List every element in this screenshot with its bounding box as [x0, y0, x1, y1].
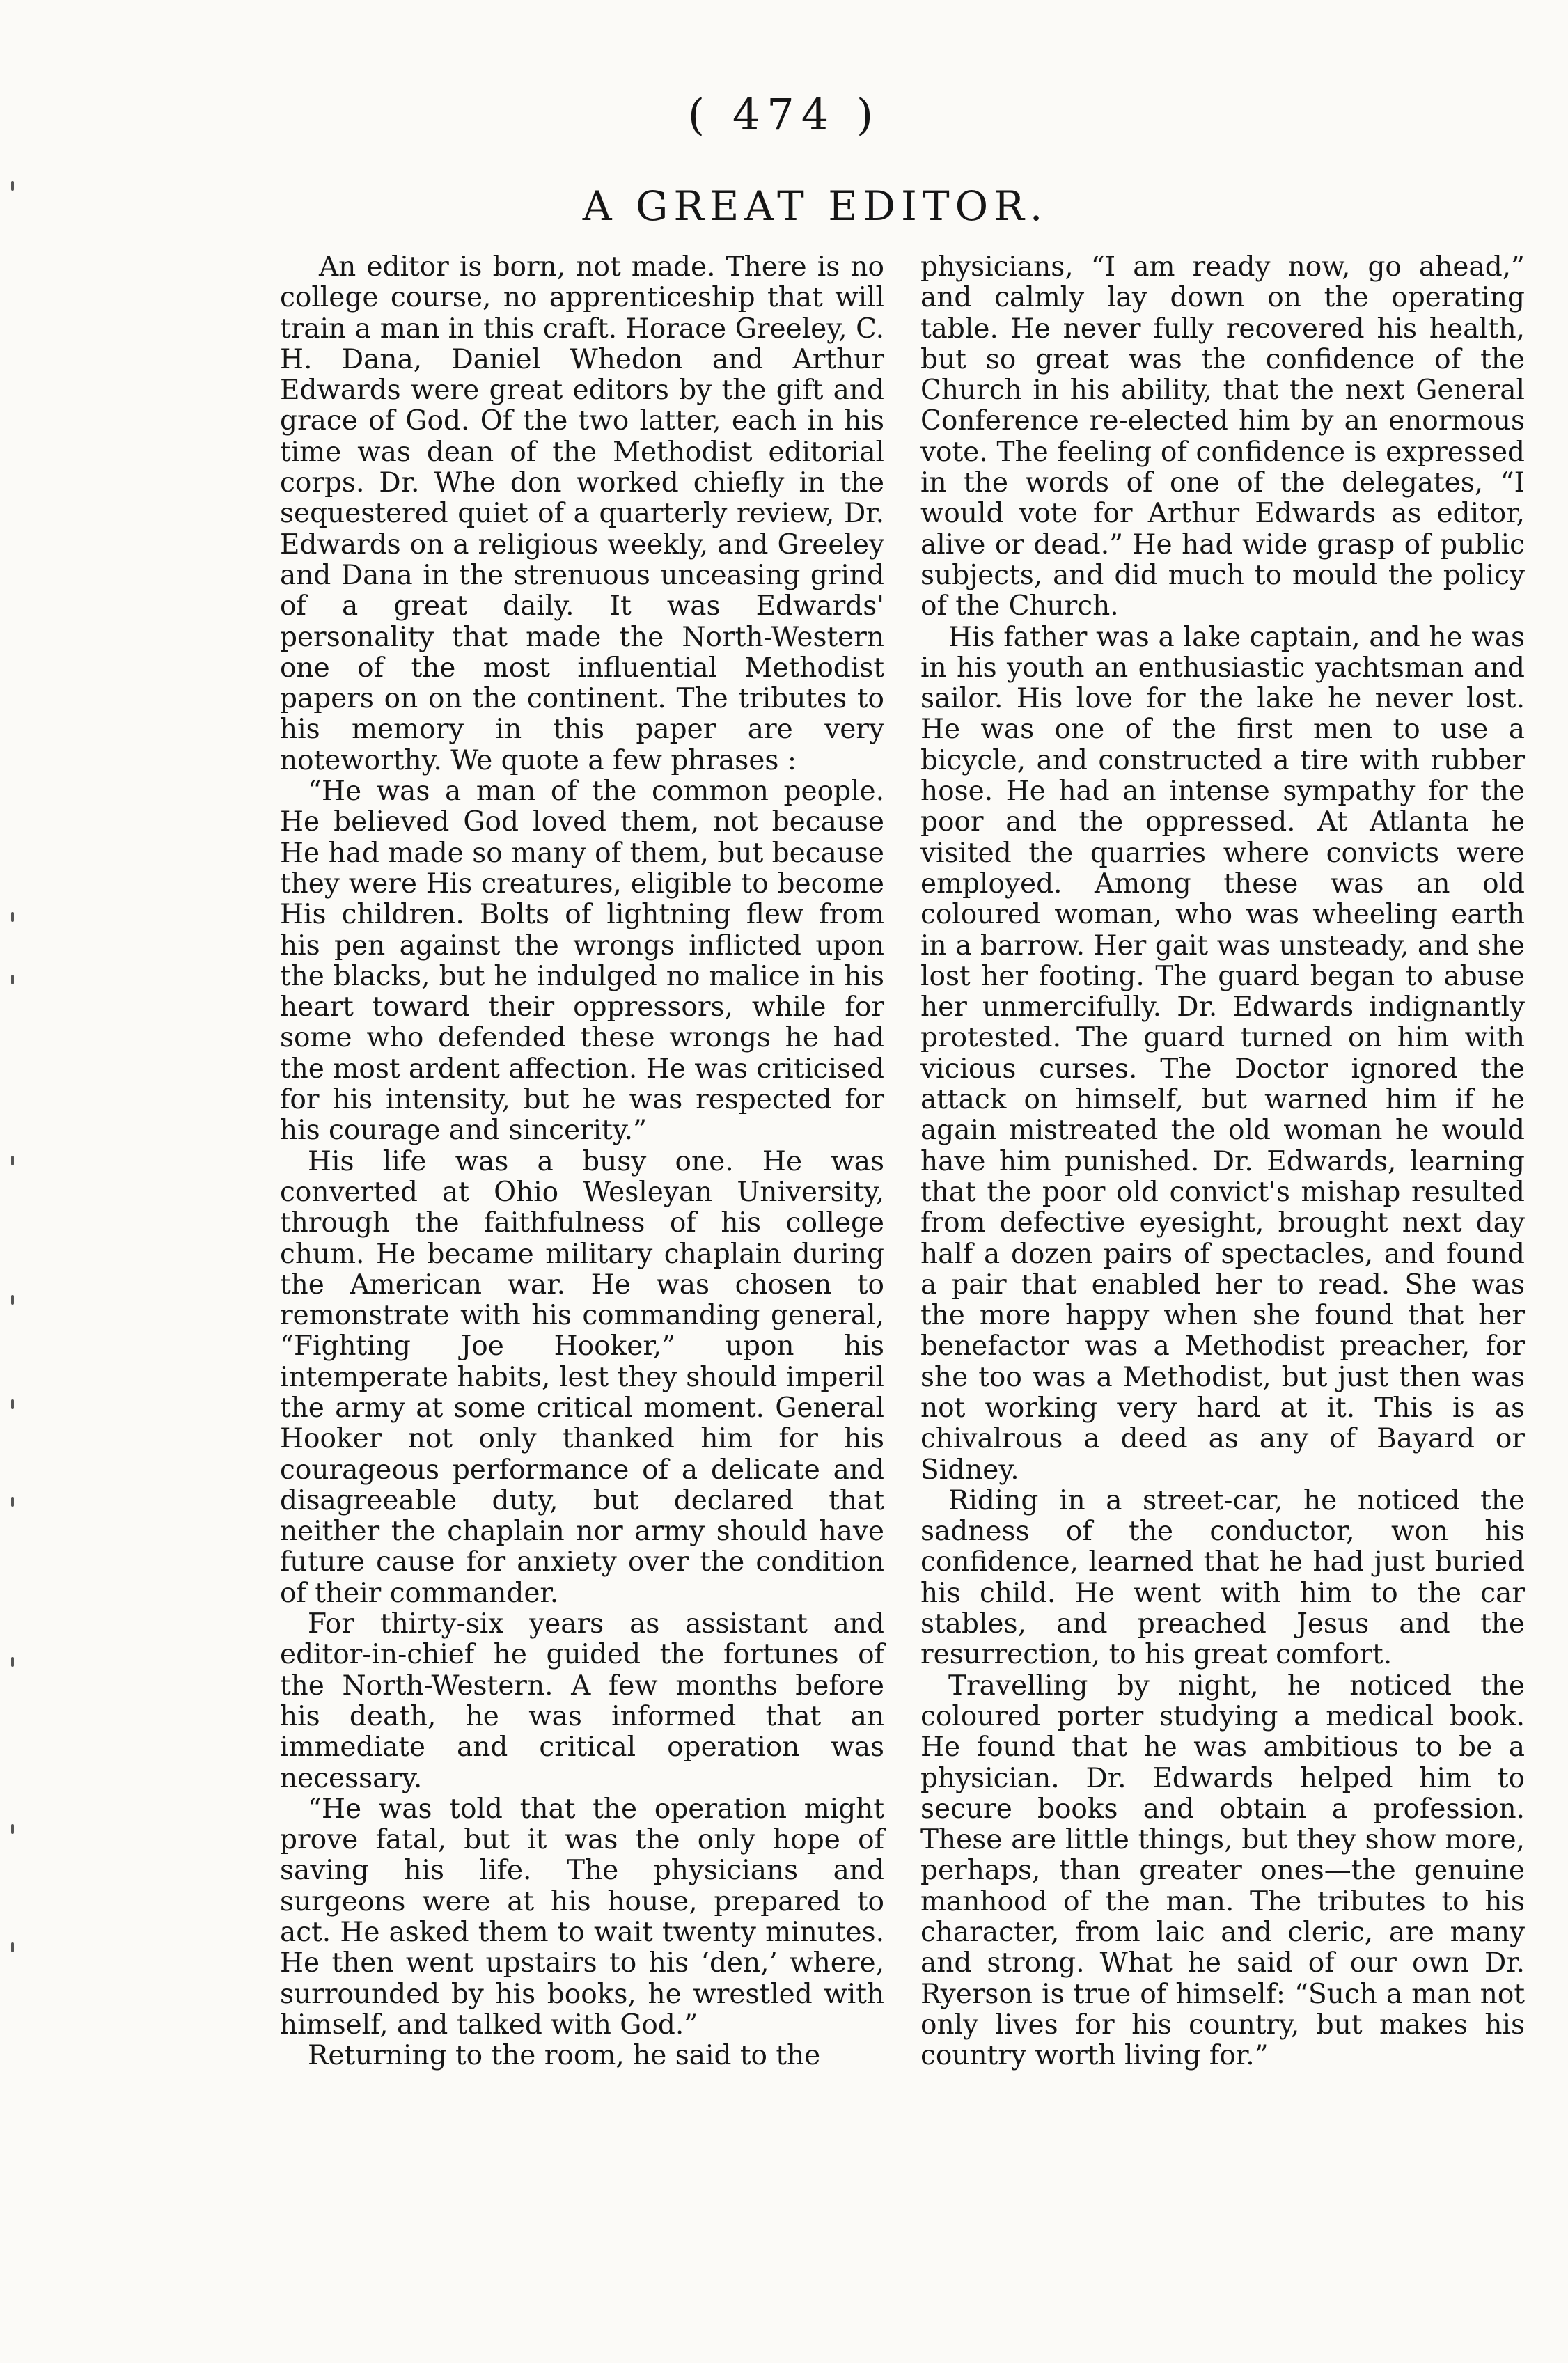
paragraph: Riding in a street-car, he noticed the sadness of the conductor, won his confidence, learned that he had just buried his child. He went with him to the car stables, and preached Jesus and the resurrection, to his great comfort.: [920, 1484, 1525, 1671]
paragraph: Travelling by night, he noticed the coloured porter studying a medical book. He found that he was ambitious to be a physician. Dr. Edwards helped him to secure books and obtain a profession. These are little things, but they show more, perhaps, than greater ones—the genuine manhood of the man. The tributes to his character, from laic and cleric, are many and strong. What he said of our own Dr. Ryerson is true of himself: “Such a man not only lives for his country, but makes his country worth living for.”: [920, 1670, 1525, 2072]
paragraph: physicians, “I am ready now, go ahead,” and calmly lay down on the operating table. He never fully recovered his health, but so great was the confidence of the Church in his ability, that the next General Conference re-elected him by an enormous vote. The feeling of confidence is expressed in the words of one of the delegates, “I would vote for Arthur Edwards as editor, alive or dead.” He had wide grasp of public subjects, and did much to mould the policy of the Church.: [920, 251, 1525, 622]
paragraph: His life was a busy one. He was converted at Ohio Wesleyan University, through the faithfulness of his college chum. He became military chaplain during the American war. He was chosen to remonstrate with his commanding general, “Fighting Joe Hooker,” upon his intemperate habits, lest they should imperil the army at some critical moment. General Hooker not only thanked him for his courageous performance of a delicate and disagreeable duty, but declared that neither the chaplain nor army should have future cause for anxiety over the condition of their commander.: [280, 1145, 884, 1609]
margin-marks: [4, 0, 25, 2363]
left-column: [280, 252, 884, 2072]
paragraph: “He was told that the operation might prove fatal, but it was the only hope of saving his life. The physicians and surgeons were at his house, prepared to act. He asked them to wait twenty minutes. He then went upstairs to his ‘den,’ where, surrounded by his books, he wrestled with himself, and talked with God.”: [280, 1793, 884, 2041]
paragraph: Returning to the room, he said to the: [308, 2040, 821, 2072]
article-title: A GREAT EDITOR.: [582, 182, 1049, 230]
page-number: ( 474 ): [687, 89, 881, 140]
paragraph: An editor is born, not made. There is no college course, no apprenticeship that will train a man in this craft. Horace Greeley, C. H. Dana, Daniel Whedon and Arthur Edwards were great editors by the gift and grace of God. Of the two latter, each in his time was dean of the Methodist editorial corps. Dr. Whe don worked chiefly in the sequestered quiet of a quarterly review, Dr. Edwards on a religious weekly, and Greeley and Dana in the strenuous unceasing grind of a great daily. It was Edwards' personality that made the North-Western one of the most influential Methodist papers on on the continent. The tributes to his memory in this paper are very noteworthy. We quote a few phrases :: [280, 251, 884, 776]
paragraph: “He was a man of the common people. He believed God loved them, not because He had made so many of them, but because they were His creatures, eligible to become His children. Bolts of lightning flew from his pen against the wrongs inflicted upon the blacks, but he indulged no malice in his heart toward their oppressors, while for some who defended these wrongs he had the most ardent affection. He was criticised for his intensity, but he was respected for his courage and sincerity.”: [280, 776, 884, 1147]
right-column: [920, 252, 1525, 2072]
paragraph: For thirty-six years as assistant and editor-in-chief he guided the fortunes of the North-Western. A few months before his death, he was informed that an immediate and critical operation was necessary.: [280, 1608, 884, 1794]
paragraph: His father was a lake captain, and he was in his youth an enthusiastic yachtsman and sailor. His love for the lake he never lost. He was one of the first men to use a bicycle, and constructed a tire with rubber hose. He had an intense sympathy for the poor and the oppressed. At Atlanta he visited the quarries where convicts were employed. Among these was an old coloured woman, who was wheeling earth in a barrow. Her gait was unsteady, and she lost her footing. The guard began to abuse her unmercifully. Dr. Edwards indignantly protested. The guard turned on him with vicious curses. The Doctor ignored the attack on himself, but warned him if he again mistreated the old woman he would have him punished. Dr. Edwards, learning that the poor old convict's mishap resulted from defective eyesight, brought next day half a dozen pairs of spectacles, and found a pair that enabled her to read. She was the more happy when she found that her benefactor was a Methodist preacher, for she too was a Methodist, but just then was not working very hard at it. This is as chivalrous a deed as any of Bayard or Sidney.: [920, 621, 1525, 1486]
